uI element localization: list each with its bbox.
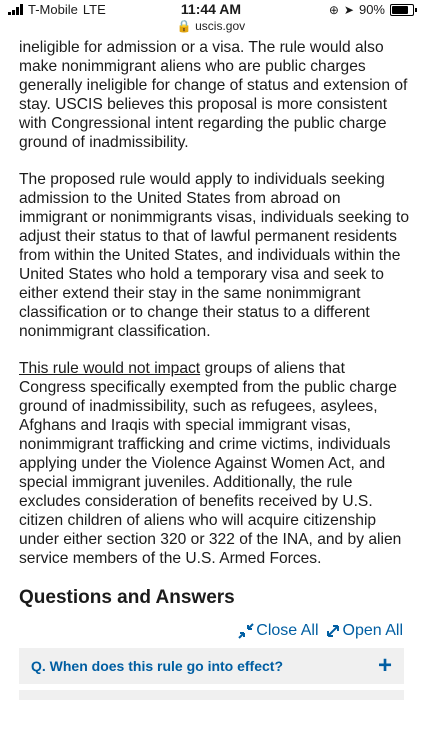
network-label: LTE	[82, 2, 106, 17]
paragraph-1: ineligible for admission or a visa. The rule would also make nonimmigrant aliens who are public charges generally ineligible for change of status and extension of stay. USCIS believes this proposal is more consistent with Congressional intent regarding the public charge ground of inadmissibility.	[19, 39, 408, 151]
paragraph-2: The proposed rule would apply to individuals seeking admission to the United States from abroad on immigrant or nonimmigrants visas, individuals seeking to adjust their status to that of lawful permanent residents from within the United States, and individuals within the United States who hold a temporary visa and seek to either extend their stay in the same nonimmigrant classification or to change their status to a different nonimmigrant classification.	[19, 171, 410, 340]
paragraph-3	[19, 359, 409, 568]
rotation-lock-icon: ⊕	[328, 2, 339, 17]
status-right	[329, 2, 414, 17]
accordion-item-next[interactable]	[19, 690, 404, 700]
status-bar	[0, 0, 422, 38]
article-content	[19, 38, 409, 700]
url-bar[interactable]	[0, 19, 422, 33]
collapse-arrows-icon	[238, 623, 254, 639]
lock-icon: 🔒	[176, 19, 192, 33]
expand-arrows-icon	[325, 623, 341, 639]
open-all-label: Open All	[342, 622, 403, 639]
battery-icon	[390, 4, 414, 16]
paragraph-3-text: groups of aliens that Congress specifically exempted from the public charge ground of inadmissibility, such as refugees, asylees, Afghans and Iraqis with special immigrant visas, nonimmigrant trafficking and crime victims, individuals applying under the Violence Against Women Act, and special immigrant juveniles. Additionally, the rule excludes consideration of benefits received by U.S. citizen children of aliens who will acquire citizenship under either section 320 or 322 of the INA, and by alien service members of the U.S. Armed Forces.	[19, 360, 402, 567]
accordion-controls	[19, 622, 403, 640]
clock: 11:44 AM	[180, 1, 242, 17]
open-all-button[interactable]	[325, 622, 403, 640]
carrier-label: T-Mobile	[28, 2, 78, 17]
not-impact-underlined: This rule would not impact	[19, 360, 201, 377]
battery-percent: 90%	[358, 2, 385, 17]
accordion-item[interactable]	[19, 648, 404, 684]
location-icon: ➤	[343, 2, 354, 17]
qa-heading: Questions and Answers	[19, 587, 235, 608]
plus-icon[interactable]: +	[377, 652, 392, 679]
url-text: uscis.gov	[195, 19, 246, 33]
accordion-question: Q. When does this rule go into effect?	[31, 658, 284, 674]
close-all-button[interactable]	[238, 622, 318, 640]
close-all-label: Close All	[256, 622, 319, 639]
